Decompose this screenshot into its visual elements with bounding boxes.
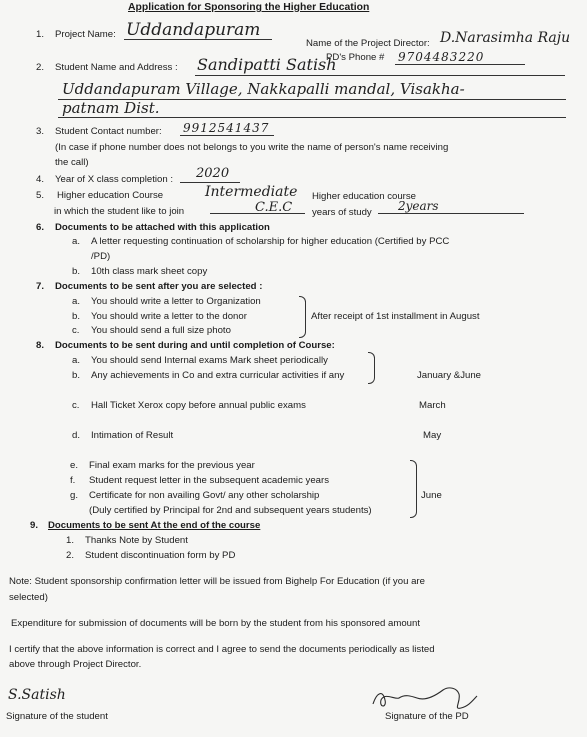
section8-item-g-cont: (Duly certified by Principal for 2nd and subsequent years students) <box>89 505 372 516</box>
section8-item-c: Hall Ticket Xerox copy before annual public exams <box>91 400 306 411</box>
student-name-label: Student Name and Address : <box>55 62 178 73</box>
course-value-2: C.E.C <box>255 200 293 215</box>
contact-note-1: (In case if phone number does not belongs to you write the name of person's name receiving <box>55 142 449 153</box>
student-name-value: Sandipatti Satish <box>197 55 337 74</box>
section9-item-2: Student discontinuation form by PD <box>85 550 236 561</box>
address-line-2: patnam Dist. <box>62 99 160 117</box>
student-signature: S.Satish <box>8 687 66 703</box>
course-years-label-1: Higher education course <box>312 191 416 202</box>
note-1-cont: selected) <box>9 592 48 603</box>
student-signature-label: Signature of the student <box>6 711 108 722</box>
section6-item-a-cont: /PD) <box>91 251 111 262</box>
section9-heading: Documents to be sent At the end of the course <box>48 520 261 531</box>
section8-efg-time: June <box>421 490 442 501</box>
course-underline <box>210 213 305 214</box>
course-value-1: Intermediate <box>205 184 298 200</box>
item-number-2: 2. <box>36 62 45 73</box>
section8-heading: Documents to be sent during and until completion of Course: <box>55 340 335 351</box>
year-x-underline <box>180 182 240 183</box>
note-3-cont: above through Project Director. <box>9 659 142 670</box>
contact-value: 9912541437 <box>183 121 270 135</box>
section6-item-a: A letter requesting continuation of scholarship for higher education (Certified by PCC <box>91 236 450 247</box>
section8-item-d: Intimation of Result <box>91 430 174 441</box>
pd-phone-underline <box>395 64 525 65</box>
form-title: Application for Sponsoring the Higher Education <box>128 2 370 13</box>
project-name-label: Project Name: <box>55 29 116 40</box>
section7-brace <box>299 296 306 338</box>
year-x-label: Year of X class completion : <box>55 174 174 185</box>
section8-ab-brace <box>368 352 375 384</box>
section8-c-time: March <box>419 400 446 411</box>
section6-heading: Documents to be attached with this application <box>55 222 270 233</box>
contact-underline <box>180 135 274 136</box>
section8-item-b: Any achievements in Co and extra curricular activities if any <box>91 370 345 381</box>
address-underline-2 <box>58 117 566 118</box>
item-number-1: 1. <box>36 29 45 40</box>
note-1: Note: Student sponsorship confirmation letter will be issued from Bighelp For Education (if you are <box>9 576 425 587</box>
project-name-value: Uddandapuram <box>126 20 261 40</box>
section8-item-g: Certificate for non availing Govt/ any other scholarship <box>89 490 320 501</box>
course-label-2: in which the student like to join <box>54 206 185 217</box>
section8-item-f: Student request letter in the subsequent academic years <box>89 475 329 486</box>
course-years-label-2: years of study <box>312 207 372 218</box>
note-2: Expenditure for submission of documents will be born by the student from his sponsored amount <box>11 618 421 629</box>
item-number-3: 3. <box>36 126 45 137</box>
year-x-value: 2020 <box>196 166 230 181</box>
contact-note-2: the call) <box>55 157 89 168</box>
director-value: D.Narasimha Raju <box>440 30 571 46</box>
item-number-9: 9. <box>30 520 39 531</box>
note-3: I certify that the above information is correct and I agree to send the documents periodically as listed <box>9 644 435 655</box>
pd-signature-mark <box>365 682 485 714</box>
item-number-6: 6. <box>36 222 45 233</box>
item-number-8: 8. <box>36 340 45 351</box>
address-line-1: Uddandapuram Village, Nakkapalli mandal, Visakha- <box>62 80 465 98</box>
item-number-5: 5. <box>36 190 45 201</box>
section7-item-c: You should send a full size photo <box>91 325 231 336</box>
section8-efg-brace <box>410 460 417 518</box>
item-number-7: 7. <box>36 281 45 292</box>
section8-item-a: You should send Internal exams Mark sheet periodically <box>91 355 328 366</box>
student-name-underline <box>195 75 565 76</box>
section7-heading: Documents to be sent after you are selected : <box>55 281 263 292</box>
section8-item-e: Final exam marks for the previous year <box>89 460 255 471</box>
project-name-underline <box>124 39 272 40</box>
item-number-4: 4. <box>36 174 45 185</box>
section9-item-1: Thanks Note by Student <box>85 535 188 546</box>
section7-note: After receipt of 1st installment in August <box>311 311 480 322</box>
contact-label: Student Contact number: <box>55 126 162 137</box>
pd-phone-value: 9704483220 <box>398 50 485 64</box>
course-years-underline <box>378 213 524 214</box>
section7-item-a: You should write a letter to Organization <box>91 296 261 307</box>
pd-signature-label: Signature of the PD <box>385 711 469 722</box>
course-label-1: Higher education Course <box>57 190 164 201</box>
director-label: Name of the Project Director: <box>306 38 430 49</box>
section7-item-b: You should write a letter to the donor <box>91 311 247 322</box>
section8-d-time: May <box>423 430 442 441</box>
section8-ab-time: January &June <box>417 370 481 381</box>
section6-item-b: 10th class mark sheet copy <box>91 266 208 277</box>
pd-phone-label: PD's Phone # <box>326 52 385 63</box>
course-years-value: 2years <box>398 199 439 213</box>
